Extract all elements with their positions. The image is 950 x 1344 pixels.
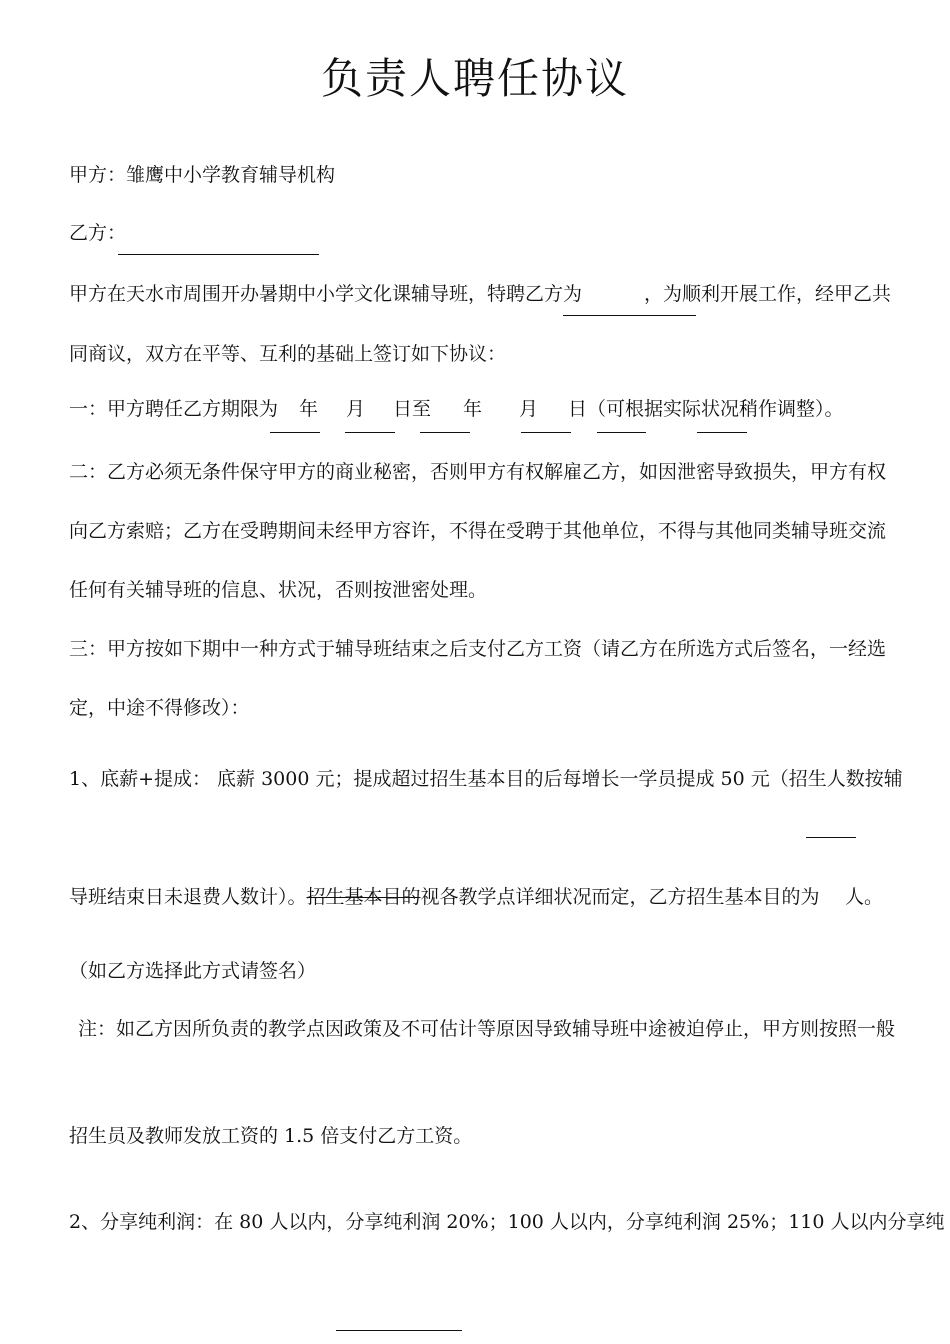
option-1-signature-blank [806, 837, 856, 838]
intro-line-2: 同商议，双方在平等、互利的基础上签订如下协议： [69, 343, 507, 365]
clause-2-line-2: 向乙方索赔；乙方在受聘期间未经甲方容许，不得在受聘于其他单位，不得与其他同类辅导班交流 [69, 520, 887, 542]
note-line-2: 招生员及教师发放工资的 1.5 倍支付乙方工资。 [69, 1125, 473, 1147]
document-title: 负责人聘任协议 [320, 54, 629, 103]
option-1-struck-text: 招生基本目的 [306, 886, 421, 908]
month-2-blank [597, 432, 646, 433]
clause-3-line-2: 定，中途不得修改）： [69, 697, 250, 719]
clause-1-month-2: 月 [519, 398, 539, 420]
clause-3-line-1: 三：甲方按如下期中一种方式于辅导班结束之后支付乙方工资（请乙方在所选方式后签名，一经选 [69, 638, 887, 660]
clause-1-prefix: 一：甲方聘任乙方期限为 [69, 398, 279, 420]
party-b-blank [118, 254, 319, 255]
clause-2-line-1: 二：乙方必须无条件保守甲方的商业秘密，否则甲方有权解雇乙方，如因泄密导致损失，甲方有权 [69, 461, 887, 483]
year-2-blank [521, 432, 571, 433]
clause-1-day-1: 日至 [393, 398, 432, 420]
month-1-blank [345, 432, 395, 433]
option-1-line-2a: 导班结束日未退费人数计）。 [69, 886, 307, 908]
day-1-blank [420, 432, 470, 433]
note-line-1: 注：如乙方因所负责的教学点因政策及不可估计等原因导致辅导班中途被迫停止，甲方则按照一般 [78, 1018, 896, 1040]
clause-1-year-1: 年 [299, 398, 319, 420]
option-1-line-1: 1、底薪+提成： 底薪 3000 元；提成超过招生基本目的后每增长一学员提成 50 元（招生人数按辅 [69, 768, 903, 790]
clause-1-year-2: 年 [463, 398, 483, 420]
intro-line-1a: 甲方在天水市周围开办暑期中小学文化课辅导班，特聘乙方为 [69, 283, 583, 305]
position-blank [563, 315, 696, 316]
intro-line-1b: ，为顺利开展工作，经甲乙共 [644, 283, 892, 305]
option-1-sign-note: （如乙方选择此方式请签名） [69, 960, 317, 982]
clause-2-line-3: 任何有关辅导班的信息、状况，否则按泄密处理。 [69, 579, 488, 601]
day-2-blank [697, 432, 747, 433]
clause-1-day-2: 日（可根据实际状况稍作调整）。 [568, 398, 844, 420]
option-1-line-2 [69, 885, 820, 909]
year-1-blank [270, 432, 320, 433]
option-2-line-1: 2、分享纯利润：在 80 人以内，分享纯利润 20%；100 人以内，分享纯利润 25%；110 人以内分享纯 [69, 1211, 945, 1233]
party-a-line: 甲方：雏鹰中小学教育辅导机构 [69, 164, 336, 186]
option-1-line-2c: 视各教学点详细状况而定，乙方招生基本目的为 [420, 886, 820, 908]
party-b-label: 乙方： [69, 222, 127, 244]
option-1-line-2d: 人。 [845, 886, 884, 908]
clause-1-month-1: 月 [346, 398, 366, 420]
option-2-signature-blank [336, 1330, 462, 1331]
